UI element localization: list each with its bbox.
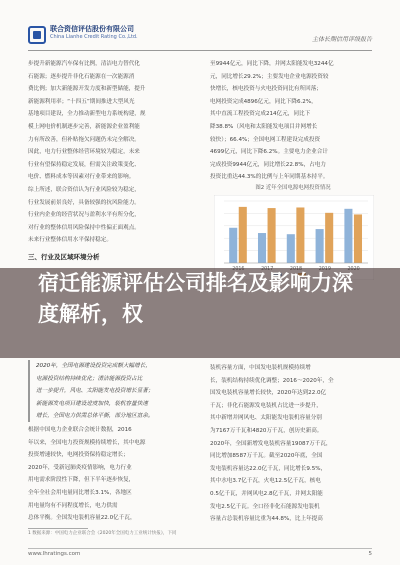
text-line: 综上所述，联合资信认为行业风险较为稳定， <box>28 186 140 193</box>
bar-series-2 <box>268 208 276 263</box>
text-line: 增长，全国电力供需总体平衡，部分地区富余。 <box>36 413 154 420</box>
figure-caption: 图2 近年全国电源电网投资情况 <box>255 185 331 191</box>
bar-series-1 <box>316 229 324 263</box>
bar-series-1 <box>229 228 237 263</box>
bar-series-1 <box>287 234 295 263</box>
text-line: 至9944亿元，同比下降，并网太阳能发电3244亿 <box>210 61 334 67</box>
text-line: 未来行业整体信用水平保持稳定。 <box>28 237 112 244</box>
report-type: 主体长期信用评级报告 <box>311 36 372 43</box>
header-divider <box>28 50 372 51</box>
text-line: 用电需求阶段性下降，但下半年逐步恢复， <box>28 477 135 484</box>
section-title: 三、行业及区域环境分析 <box>28 253 100 261</box>
text-line: 模上网电价机制逐步完善，新能源企业盈利能 <box>28 123 140 130</box>
right-column-bottom <box>210 362 376 526</box>
text-line: 行业有望保持稳定发展，但需关注政策变化、 <box>28 161 140 168</box>
text-line: 行业内企业的经营状况与盈利水平有所分化， <box>28 212 140 219</box>
text-line: 0.5亿千瓦，并网风电2.8亿千瓦，并网太阳能 <box>210 490 323 497</box>
text-line: 为7167万千瓦和4820万千瓦，创历史新高。 <box>210 427 323 434</box>
text-line: 4699亿元，同比下降6.2%。主要电力企业合计 <box>210 149 328 156</box>
left-column-bottom <box>28 424 194 525</box>
text-line: 总体平衡。全国发电装机容量22.0亿千瓦， <box>28 515 136 522</box>
text-line: 装机容量方面，中国发电装机规模持续增 <box>210 365 311 371</box>
text-line: 用电量均有不同程度增长，电力供需 <box>28 502 118 509</box>
bar-series-1 <box>258 233 266 263</box>
text-line: 电价、燃料成本等因素对行业带来的影响。 <box>28 174 135 181</box>
text-line: 较快）；66.4%；全国电网工程建设完成投资 <box>210 136 321 143</box>
footer-divider <box>28 548 372 549</box>
text-line: 电网投资完成4896亿元，同比下降6.2%， <box>210 98 317 105</box>
left-column-quote <box>36 360 194 423</box>
text-line: 2020年，受新冠肺炎疫情影响，电力行业 <box>28 464 132 471</box>
right-column-top <box>210 58 376 184</box>
bar-series-1 <box>344 209 352 263</box>
text-line: 千瓦；非化石能源发电装机占比进一步提升， <box>210 402 322 409</box>
text-line: 新能源利用率；“十四五”期间推进大型风光 <box>28 98 135 105</box>
text-line: 根据中国电力企业联合会统计数据，2016 <box>28 427 132 433</box>
company-logo-icon <box>28 26 46 44</box>
text-line: 新能源发电项目建设进度加快，装机容量快速 <box>36 400 148 407</box>
text-line: 年以来，全国电力投资规模持续增长，其中电源 <box>28 439 146 446</box>
text-line: 2020年，全国电源建设投资完成额大幅增长， <box>36 363 151 369</box>
text-line: 发电装机容量达22.0亿千瓦，同比增长9.5%， <box>210 465 327 472</box>
bar-series-2 <box>239 207 247 263</box>
footnote-divider <box>28 528 88 529</box>
text-line: 步提升新能源汽车保有比例，清洁电力替代化 <box>28 61 140 67</box>
text-line: 快增长，核电投资与火电投资同比有所回落； <box>210 86 322 93</box>
text-line: 对行业的整体信用风险保持中性偏正面观点。 <box>28 224 140 231</box>
text-line: 进一步提升，风电、太阳能发电投资增长显著； <box>36 388 154 395</box>
text-line: 元，同比增长29.2%；主要发电企业电源投资较 <box>210 73 329 80</box>
text-line: 电源投资结构持续优化；清洁能源投资占比 <box>36 375 143 382</box>
page-header <box>28 24 372 50</box>
text-line: 费比例；加大新能源开发力度和新型储能，提升 <box>28 86 146 93</box>
text-line: 行业发展前景良好，具备较强的抗风险能力。 <box>28 199 140 206</box>
text-line: 全年全社会用电量同比增长3.1%，各地区 <box>28 489 132 496</box>
footnote: 1 数据来源：中国电力企业联合会《2020年全国电力工业统计快报》，下同 <box>28 531 177 536</box>
text-line: 投资增速较快，电网投资保持稳定增长； <box>28 452 129 459</box>
left-column-top <box>28 58 194 247</box>
text-line: 其中新增并网风电、太阳能发电装机容量分别 <box>210 415 322 422</box>
footer-url: www.lhratings.com <box>28 551 81 557</box>
text-line: 其中直流工程投资完成214亿元，同比下 <box>210 111 311 118</box>
text-line: 基地项目建设，全力推动新型电力系统构建，规 <box>28 111 146 118</box>
text-line: 国发电装机容量增长较快，2020年达到22.0亿 <box>210 390 327 397</box>
text-line: 2020年，全国新增发电装机容量19087万千瓦， <box>210 440 332 447</box>
text-line: 其中水电3.7亿千瓦，火电12.5亿千瓦，核电 <box>210 478 321 485</box>
text-line: 石能源；逐步提升非化石能源在一次能源消 <box>28 73 135 80</box>
banner-title: 宿迁能源评估公司排名及影响力深度解析，权 <box>38 271 353 326</box>
page-number: 5 <box>368 551 372 557</box>
company-name-en: China Lianhe Credit Rating Co.,Ltd. <box>50 34 138 40</box>
bar-series-2 <box>325 213 333 263</box>
bar-series-2 <box>354 214 362 263</box>
text-line: 长，装机结构持续优化调整；2016～2020年，全 <box>210 377 334 384</box>
text-line: 因此，电力行业整体经营环境较为稳定，未来 <box>28 149 140 156</box>
text-line: 容量占总装机容量比重为44.8%，比上年提高 <box>210 516 323 523</box>
company-name-cn: 联合资信评估股份有限公司 <box>50 25 134 33</box>
bar-series-2 <box>296 207 304 263</box>
text-line: 发电2.5亿千瓦。全口径非化石能源发电装机 <box>210 503 320 510</box>
text-line: 完成投资9944亿元，同比增长22.8%，占电力 <box>210 161 326 168</box>
text-line: 投资比重达44.3%的比例与上年同期基本持平。 <box>210 174 329 181</box>
text-line: 降38.8%（风电和太阳能发电项目并网增长 <box>210 123 318 130</box>
text-line: 同比增加8587万千瓦。截至2020年底，全国 <box>210 453 323 460</box>
text-line: 力有所改善，但补贴拖欠问题仍未完全解决。 <box>28 136 140 143</box>
